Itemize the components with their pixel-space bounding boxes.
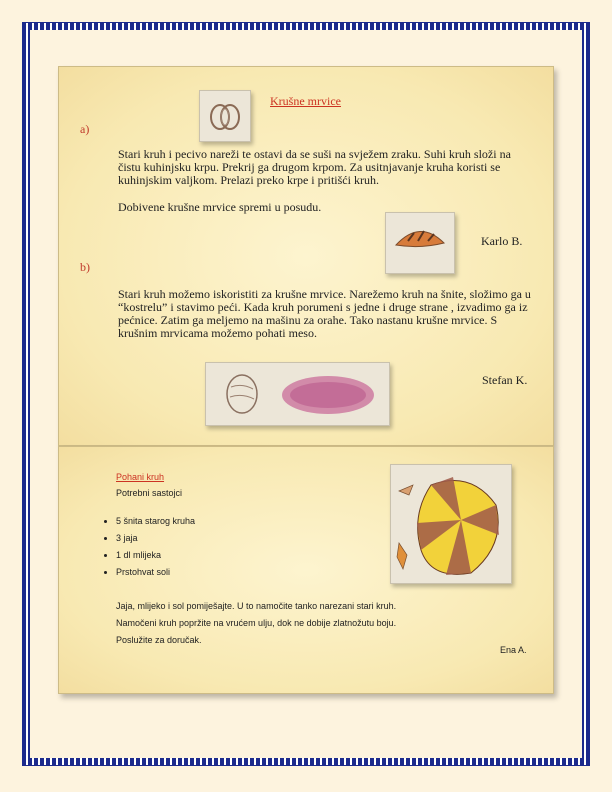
recipe2-author: Ena A. — [500, 645, 527, 655]
recipe2-title: Pohani kruh — [116, 472, 165, 482]
list-item: • 5 šnita starog kruha — [116, 516, 195, 527]
section-a-paragraph2: Dobivene krušne mrvice spremi u posudu. — [118, 200, 322, 214]
fried-bread-icon — [391, 465, 511, 583]
step-line: Poslužite za doručak. — [116, 635, 202, 645]
recipe1-title: Krušne mrvice — [270, 94, 341, 108]
rings-drawing — [199, 90, 251, 142]
bread-loaf-icon — [386, 213, 454, 273]
fried-bread-drawing — [390, 464, 512, 584]
step-line: Namočeni kruh popržite na vrućem ulju, dok ne dobije zlatnožutu boju. — [116, 618, 397, 628]
section-a-letter: a) — [80, 122, 90, 136]
section-a-author: Karlo B. — [481, 234, 523, 248]
recipe2-subtitle: Potrebni sastojci — [116, 488, 183, 498]
recipe2-steps — [116, 598, 396, 649]
ingredients-list — [96, 516, 195, 584]
bread-drawing — [385, 212, 455, 274]
step-line: Jaja, mlijeko i sol pomiješajte. U to namočite tanko narezani stari kruh. — [116, 601, 397, 611]
section-b-letter: b) — [80, 260, 90, 274]
list-item: • 3 jaja — [116, 533, 195, 544]
section-a-paragraph1: Stari kruh i pecivo nareži te ostavi da se suši na svježem zraku. Suhi kruh složi na čistu kuhinjsku krpu. Prekrij ga drugom krpom. Za usitnjavanje kruha koristi se kuhinjskim valjkom. Prelazi preko krpe i pritišći kruh. — [118, 147, 511, 187]
crumbs-icon — [206, 363, 389, 425]
crumbs-drawing — [205, 362, 390, 426]
section-b-paragraph: Stari kruh možemo iskoristiti za krušne mrvice. Narežemo kruh na šnite, složimo ga u “kostrelu” i stavimo peći. Kada kruh porumeni s jedne i druge strane , izvadimo ga iz pećnice. Zatim ga meljemo na mašinu za orahe. Tako nastanu krušne mrvice. S krušnim mrvicama možemo pohati meso. — [118, 287, 531, 340]
list-item: • Prstohvat soli — [116, 567, 195, 578]
rings-drawing-icon — [200, 91, 250, 141]
section-b-author: Stefan K. — [482, 373, 528, 387]
list-item: • 1 dl mlijeka — [116, 550, 195, 561]
